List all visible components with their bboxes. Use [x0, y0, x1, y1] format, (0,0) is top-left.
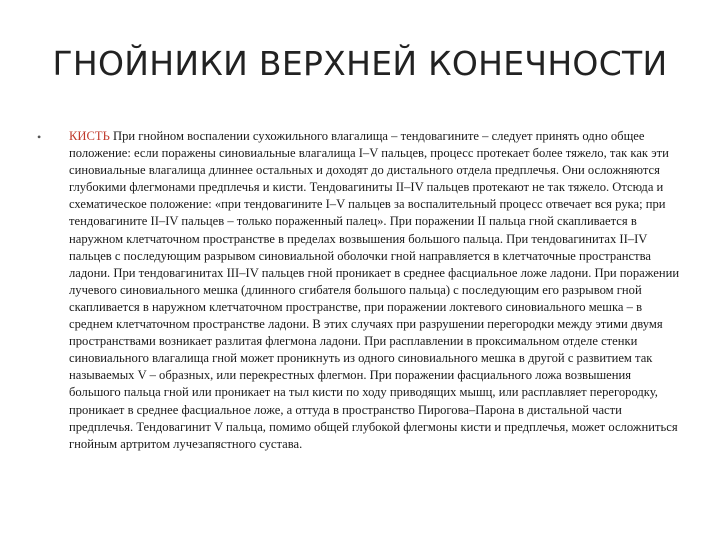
bullet-body-text: При гнойном воспалении сухожильного влагалища – тендовагините – следует принять одно общее положение: если поражены синовиальные влагалища I–V пальцев, процесс протекает более тяжело, так как эти синовиальные влагалища длиннее остальных и доходят до дистального отдела предплечья. Они осложняются глубокими флегмонами предплечья и кисти. Тендовагиниты II–IV пальцев протекают не так тяжело. Отсюда и схематическое положение: «при тендовагините I–V пальцев за воспалительный процесс отвечает вся рука; при тендовагините II–IV пальцев – только пораженный палец». При поражении II пальца гной скапливается в наружном клетчаточном пространстве в пределах возвышения большого пальца. При тендовагинитах II–IV пальцев с последующим разрывом синовиальной оболочки гной направляется в клетчаточные пространства ладони. При тендовагинитах III–IV пальцев гной проникает в среднее фасциальное ложе ладони. При поражении лучевого синовиального мешка (длинного сгибателя большого пальца) с последующим его разрывом гной скапливается в наружном клетчаточном пространстве, при поражении локтевого синовиального мешка – в среднем клетчаточном пространстве ладони. В этих случаях при разрушении перегородки между этими двумя пространствами возникает разлитая флегмона ладони. При расплавлении в проксимальном отделе стенки синовиального влагалища гной может проникнуть из одного синовиального мешка в другой с развитием так называемых V – образных, или перекрестных флегмон. При поражении фасциального ложа возвышения большого пальца гной или проникает на тыл кисти по ходу приводящих мышц, или расплавляет перегородку, проникает в среднее фасциальное ложе, а оттуда в пространство Пирогова–Парона в дистальной части предплечья. Тендовагинит V пальца, помимо общей глубокой флегмоны кисти и предплечья, может осложниться гнойным артритом лучезапястного сустава. — [69, 129, 680, 451]
bullet-marker: • — [37, 130, 42, 144]
bullet-lead-word: КИСТЬ — [69, 129, 110, 143]
bullet-text — [69, 128, 681, 453]
slide-title: ГНОЙНИКИ ВЕРХНЕЙ КОНЕЧНОСТИ — [52, 44, 668, 83]
